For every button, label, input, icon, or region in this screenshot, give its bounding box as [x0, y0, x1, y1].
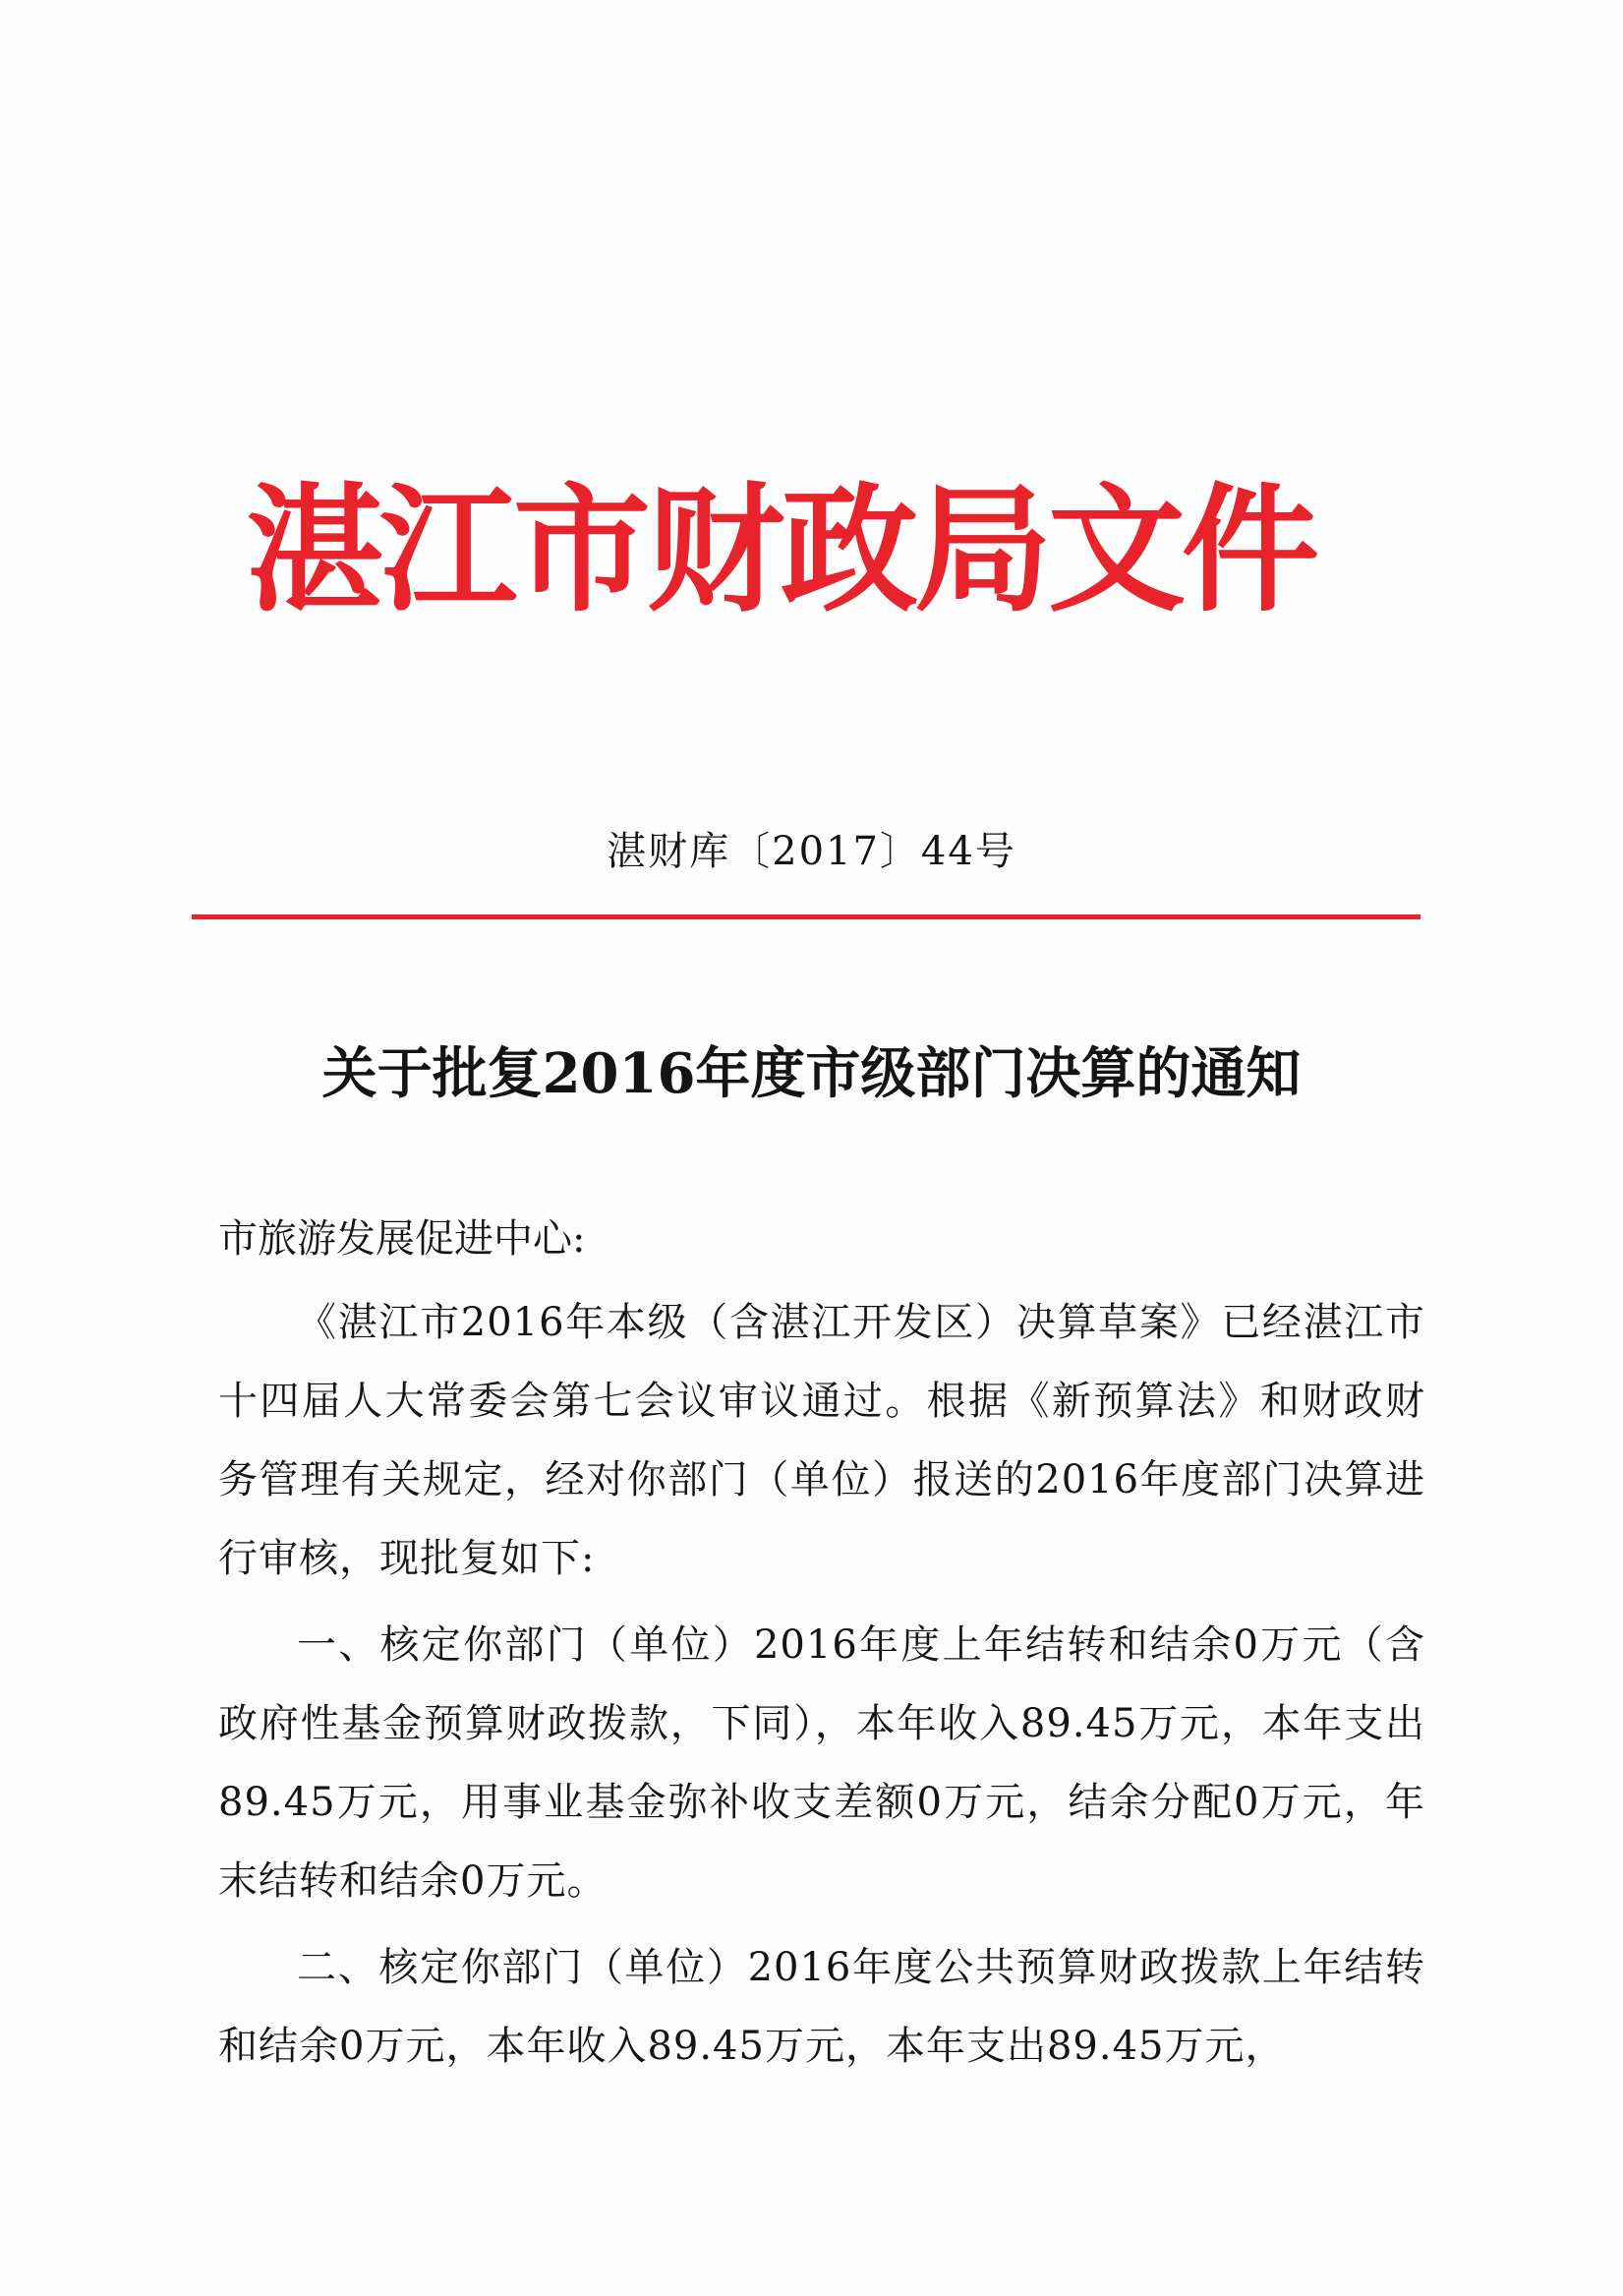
red-separator-line	[192, 914, 1420, 919]
notice-title: 关于批复2016年度市级部门决算的通知	[321, 1041, 1302, 1106]
body-paragraph-item-1: 一、核定你部门（单位）2016年度上年结转和结余0万元（含政府性基金预算财政拨款，下同），本年收入89.45万元，本年支出89.45万元，用事业基金弥补收支差额0万元，结余分配0万元，年末结转和结余0万元。	[218, 1622, 1425, 1904]
document-number: 湛财库〔2017〕44号	[607, 829, 1016, 874]
body-paragraph-intro: 《湛江市2016年本级（含湛江开发区）决算草案》已经湛江市十四届人大常委会第七会议审议通过。根据《新预算法》和财政财务管理有关规定，经对你部门（单位）报送的2016年度部门决算进行审核，现批复如下:	[218, 1300, 1425, 1581]
issuer-header-title: 湛江市财政局文件	[246, 470, 1316, 631]
body-text	[218, 1283, 1425, 2086]
body-paragraph-item-2: 二、核定你部门（单位）2016年度公共预算财政拨款上年结转和结余0万元，本年收入89.45万元，本年支出89.45万元，	[218, 1945, 1425, 2069]
addressee: 市旅游发展促进中心:	[218, 1216, 586, 1262]
